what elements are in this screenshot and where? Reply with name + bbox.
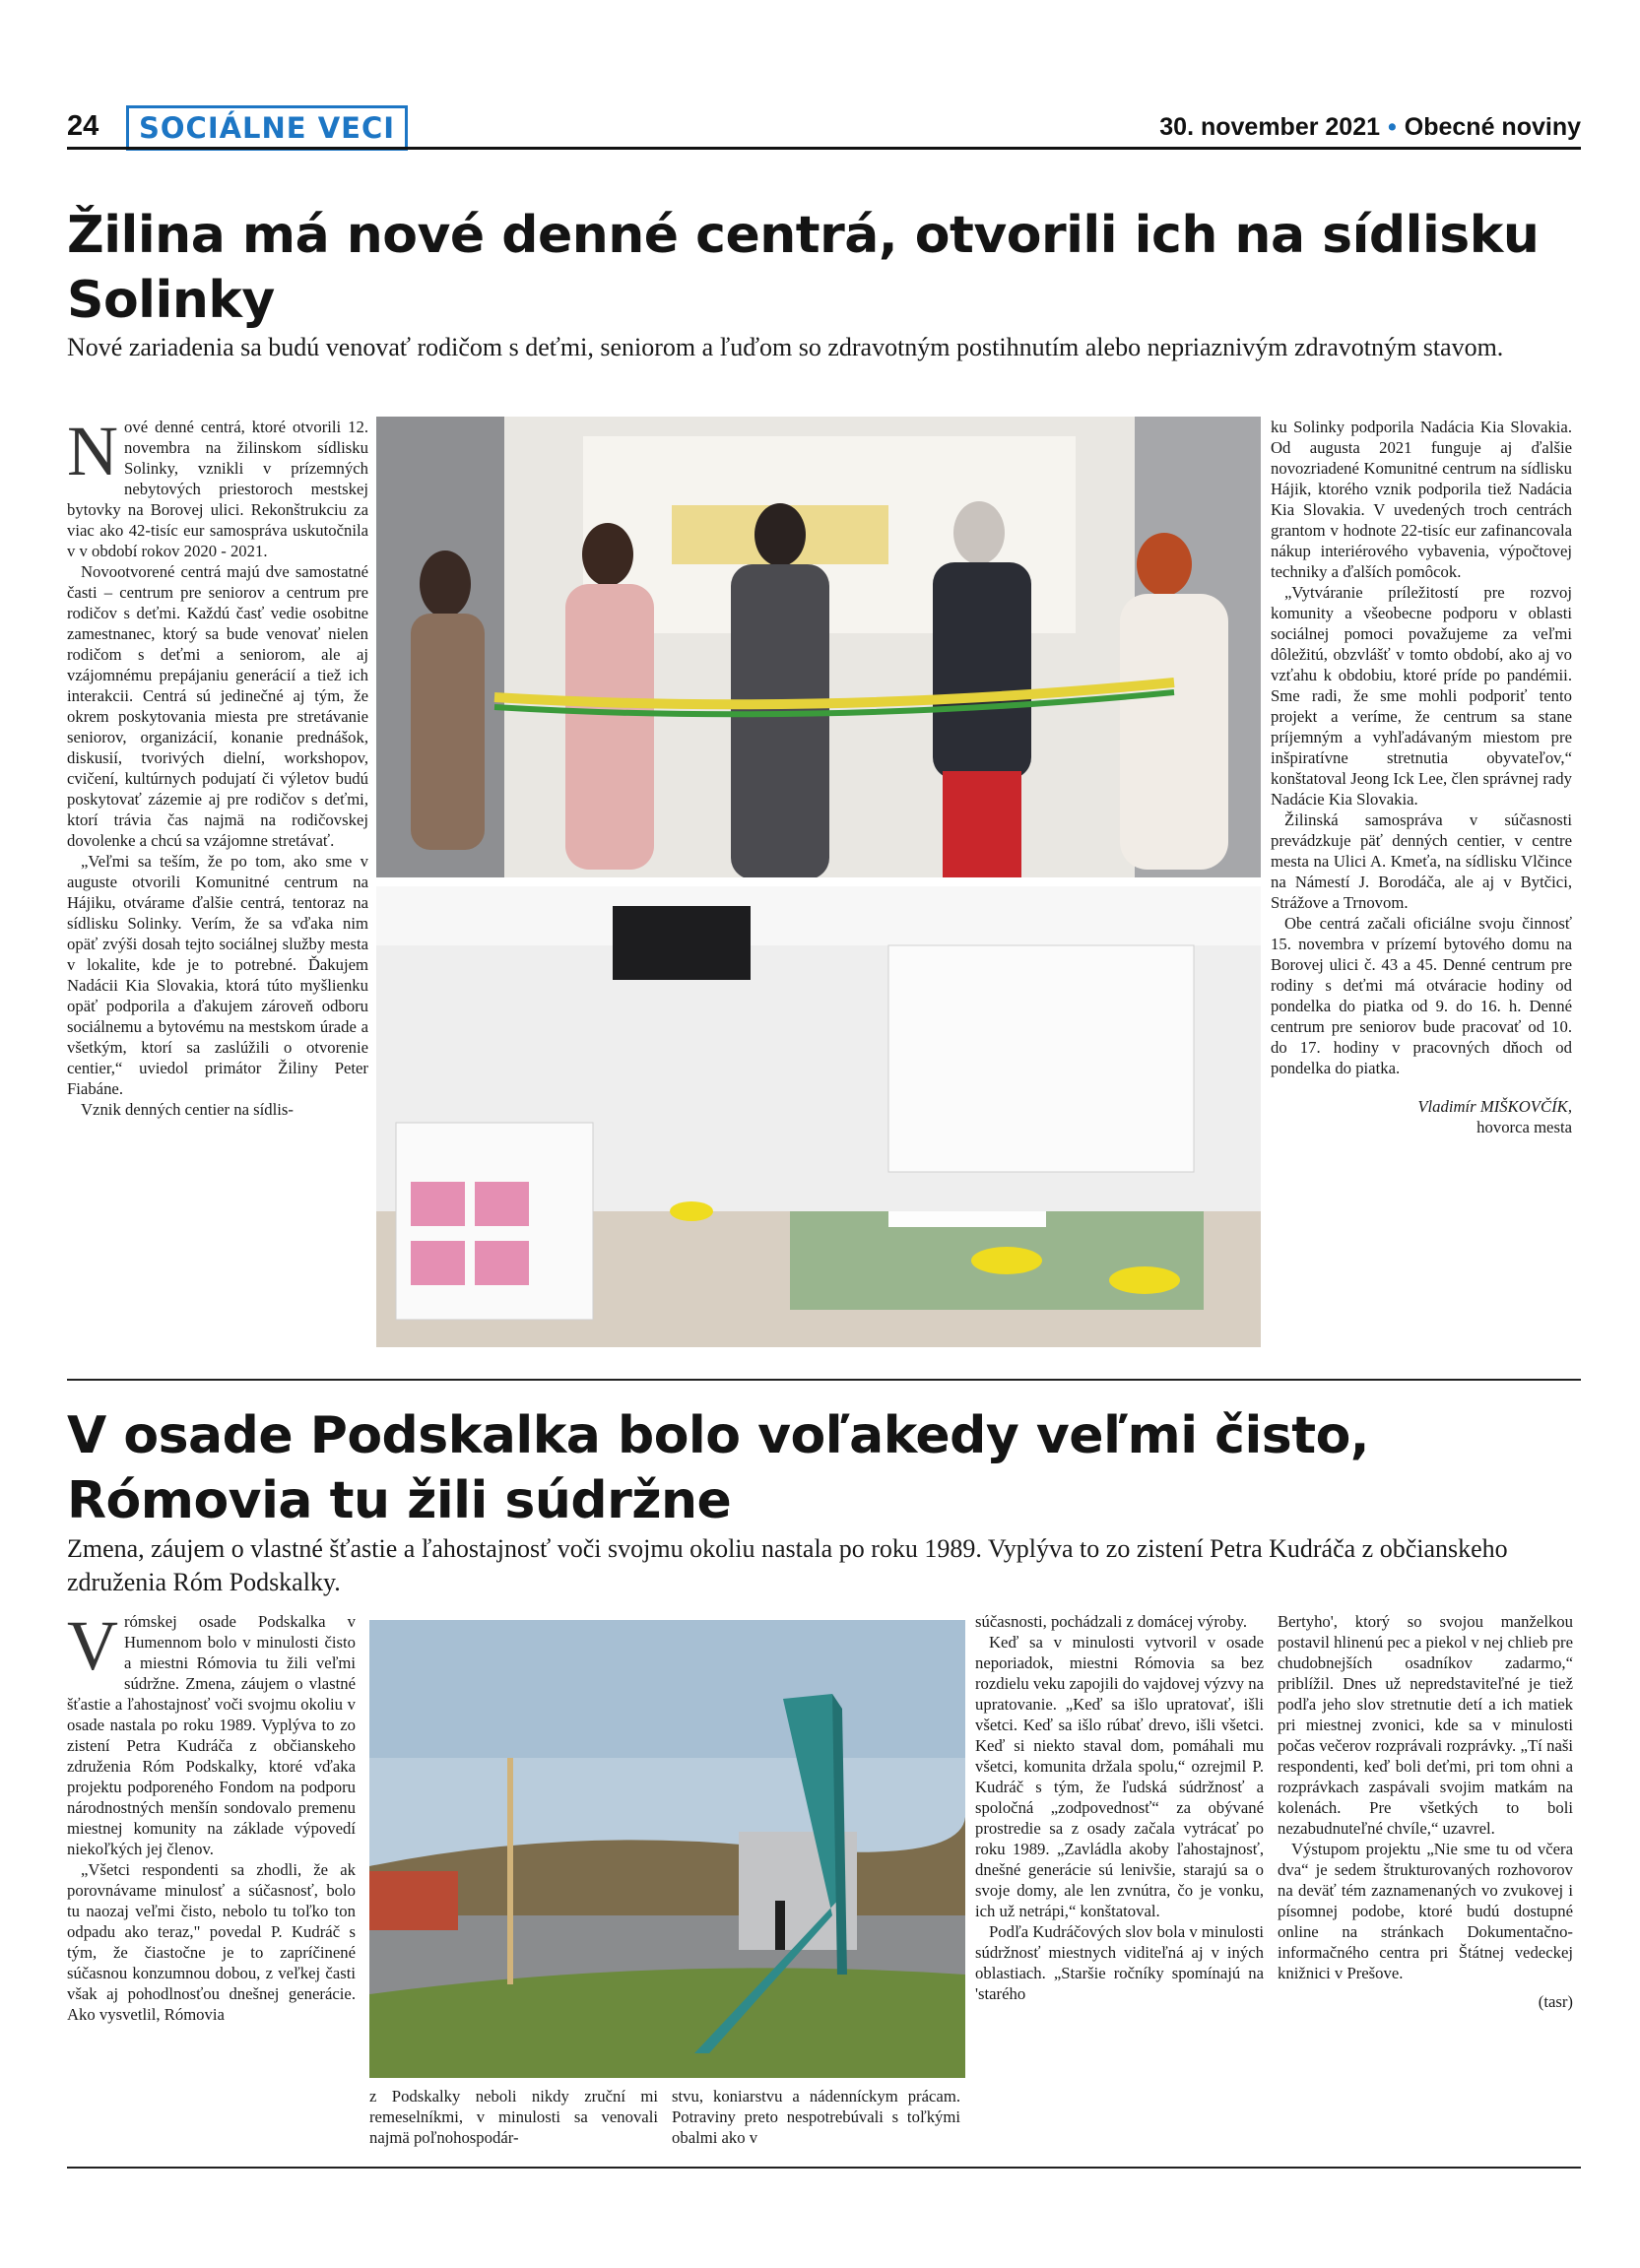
- article2-column-1: [67, 1606, 356, 2025]
- article1-title: Žilina má nové denné centrá, otvorili ich na sídlisku Solinky: [67, 206, 1540, 330]
- page-number: 24: [67, 110, 99, 142]
- article1-paragraph: „Veľmi sa teším, že po tom, ako sme v auguste otvorili Komunitné centrum na Hájiku, otvárame ďalšie centrá, tentoraz na sídlisku Solinky. Verím, že sa vďaka nim opäť zvýši dosah tejto sociálnej služby mesta v lokalite, kde je to potrebné. Ďakujem Nadácii Kia Slovakia, ktorá túto myšlienku opäť podporila a ďakujem zároveň odboru sociálnemu a bytovému na mestskom úrade a všetkým, ktorí sa zaslúžili o otvorenie centier,“ uviedol primátor Žiliny Peter Fiabáne.: [67, 852, 368, 1098]
- article1-paragraph: Nové denné centrá, ktoré otvorili 12. novembra na žilinskom sídlisku Solinky, vznikli v prízemných nebytových priestoroch mestskej bytovky na Borovej ulici. Rekonštrukciu za viac ako 42-tisíc eur samospráva uskutočnila v v období rokov 2020 - 2021.: [67, 412, 368, 560]
- ribbon-cutting-photo: [376, 417, 1261, 877]
- dropcap: V: [67, 1606, 118, 1685]
- footer-rule: [67, 2167, 1581, 2169]
- children-room-photo: [376, 886, 1261, 1347]
- article1-byline: [1271, 1096, 1572, 1137]
- dropcap: N: [67, 412, 118, 490]
- article1-paragraph: ku Solinky podporila Nadácia Kia Slovakia. Od augusta 2021 funguje aj ďalšie novozriadené Komunitné centrum na sídlisku Hájik, ktorého vznik podporila tiež Nadácia Kia Slovakia. V uvedených troch centrách grantom v hodnote 22-tisíc eur zafinancovala nákup interiérového vybavenia, výpočtovej techniky a ďalších pomôcok.: [1271, 418, 1572, 581]
- article2-paragraph: Podľa Kudráčových slov bola v minulosti súdržnosť miestnych viditeľná aj v iných oblastiach. „Staršie ročníky spomínajú na 'starého: [975, 1922, 1264, 2003]
- article1-column-1: [67, 412, 368, 1120]
- article2-paragraph: Vrómskej osade Podskalka v Humennom bolo v minulosti čisto a miestni Rómovia tu žili veľmi súdržne. Zmena, záujem o vlastné šťastie a ľahostajnosť voči svojmu okoliu v osade nastala po roku 1989. Vyplýva to zo zistení Petra Kudráča z občianskeho združenia Róm Podskalky, ktoré vďaka projektu podporeného Fondom na podporu národnostných menšín sondovalo premenu miestnej komunity na základe výpovedí niekoľkých jej členov.: [67, 1606, 356, 1858]
- article1-paragraph: Žilinská samospráva v súčasnosti prevádzkuje päť denných centier, v centre mesta na Ulici A. Kmeťa, na sídlisku Vlčince na Námestí J. Borodáča, ale aj v Bytčici, Strážove a Trnovom.: [1271, 810, 1572, 912]
- article2-paragraph: Výstupom projektu „Nie sme tu od včera dva“ je sedem štrukturovaných rozhovorov na deväť tém zaznamenaných vo zvukovej i písomnej podobe, ktoré budú dostupné online na stránkach Dokumentačno-informačného centra pri Štátnej vedeckej knižnici v Prešove.: [1278, 1840, 1573, 1982]
- separator-dot: •: [1388, 113, 1397, 141]
- article2-column-4: [975, 1611, 1264, 2004]
- article1-paragraph: Obe centrá začali oficiálne svoju činnosť 15. novembra v prízemí bytového domu na Borovej ulici č. 43 a 45. Denné centrum pre rodiny s deťmi má otváracie hodiny od pondelka do piatka od 9. do 16. h. Denné centrum pre seniorov bude pracovať od 10. do 17. hodiny v pracovných dňoch od pondelka do piatka.: [1271, 914, 1572, 1077]
- article2-title: V osade Podskalka bolo voľakedy veľmi čisto, Rómovia tu žili súdržne: [67, 1406, 1370, 1530]
- section-label: SOCIÁLNE VECI: [126, 105, 408, 151]
- article2-paragraph: Bertyho', ktorý so svojou manželkou postavil hlinenú pec a piekol v nej chlieb pre chudobnejších osadníkov zadarmo,“ priblížil. Dnes už nepredstaviteľné je tiež podľa jeho slov stretnutie detí a ich matiek pri miestnej zvonici, kde sa v minulosti počas večerov rozprávali rozprávky. „Tí naši respondenti, keď boli deťmi, pri tom ohni a rozprávkach zaspávali svojim matkám na kolenách. Pre všetkých to boli nezabudnuteľné chvíle,“ uzavrel.: [1278, 1612, 1573, 1838]
- article1-paragraph: Vznik denných centier na sídlis-: [81, 1100, 294, 1119]
- bell-tower-photo: [369, 1620, 965, 2078]
- date-and-paper: [1159, 110, 1581, 144]
- issue-date: 30. november 2021: [1159, 113, 1381, 141]
- article2-column-2: [369, 2086, 658, 2148]
- article2-paragraph: Keď sa v minulosti vytvoril v osade neporiadok, miestni Rómovia sa bez rozdielu veku zapojili do vajdovej výzvy na upratovanie. „Keď sa išlo upratovať, išli všetci. Keď sa išlo rúbať drevo, išli všetci. Keď si niekto staval dom, pomáhali mu všetci, komunita držala spolu,“ ozrejmil P. Kudráč s tým, že ľudská súdržnosť a spoločná „zodpovednosť“ za obývané prostredie sa z osady začala vytrácať po roku 1989. „Zavládla akoby ľahostajnosť, dnešné generácie sú lenivšie, starajú sa o svoje domy, ale len zvnútra, čo je vonku, ich už netrápi,“ konštatoval.: [975, 1633, 1264, 1920]
- article1-lead: Nové zariadenia sa budú venovať rodičom s deťmi, seniorom a ľuďom so zdravotným postihnutím alebo nepriaznivým zdravotným stavom.: [67, 333, 1504, 361]
- article2-lead: Zmena, záujem o vlastné šťastie a ľahostajnosť voči svojmu okoliu nastala po roku 1989. Vyplýva to zo zistení Petra Kudráča z občianskeho združenia Róm Podskalky.: [67, 1534, 1508, 1596]
- article2-paragraph: z Podskalky neboli nikdy zruční mi remeselníkmi, v minulosti sa venovali najmä poľnohospodár-: [369, 2087, 658, 2147]
- header-rule: [67, 147, 1581, 150]
- article1-column-3: [1271, 417, 1572, 1137]
- byline-role: hovorca mesta: [1476, 1118, 1572, 1136]
- article2-paragraph: stvu, koniarstvu a nádenníckym prácam. Potraviny preto nespotrebúvali s toľkými obalmi ako v: [672, 2087, 960, 2147]
- article1-paragraph: „Vytváranie príležitostí pre rozvoj komunity a všeobecne podporu v oblasti sociálnej pomoci považujeme za veľmi dôležitú, obzvlášť v tomto období, ako aj vo vzťahu k obdobiu, ktoré príde po pandémii. Sme radi, že sme mohli podporiť tento projekt a veríme, že centrum sa stane príjemným a vyhľadávaným miestom pre inšpiratívne stretnutia obyvateľov,“ konštatoval Jeong Ick Lee, člen správnej rady Nadácie Kia Slovakia.: [1271, 583, 1572, 809]
- article2-column-5: [1278, 1611, 1573, 2012]
- byline-name: Vladimír MIŠKOVČÍK,: [1417, 1097, 1572, 1116]
- article2-paragraph: „Všetci respondenti sa zhodli, že ak porovnávame minulosť a súčasnosť, bolo tu naozaj veľmi čisto, nebolo tu toľko ton odpadu ako teraz," povedal P. Kudráč s tým, že čiastočne je to zapríčinené súčasnou konzumnou dobou, z veľkej časti však aj pohodlnosťou dnešnej generácie. Ako vysvetlil, Rómovia: [67, 1860, 356, 2024]
- paper-name: Obecné noviny: [1404, 113, 1581, 141]
- agency-credit: (tasr): [1538, 1992, 1573, 2011]
- article2-column-3: [672, 2086, 960, 2148]
- article2-paragraph: súčasnosti, pochádzali z domácej výroby.: [975, 1612, 1248, 1631]
- article1-paragraph: Novootvorené centrá majú dve samostatné časti – centrum pre seniorov a centrum pre rodičov s deťmi. Každú časť vedie osobitne zamestnanec, ktorý sa bude venovať nielen rodičom s deťmi a seniorom, ale aj vzájomnému prepájaniu generácií a tiež ich interakcii. Centrá sú jedinečné aj tým, že okrem poskytovania miesta pre stretávanie seniorov, organizácií, konanie prednášok, diskusií, tvorivých dielní, workshopov, cvičení, kultúrnych podujatí či výletov budú poskytovať zázemie aj pre rodičov s deťmi, ktorí trávia čas najmä na rodičovskej dovolenke a chcú sa vzájomne stretávať.: [67, 562, 368, 850]
- article-divider: [67, 1379, 1581, 1381]
